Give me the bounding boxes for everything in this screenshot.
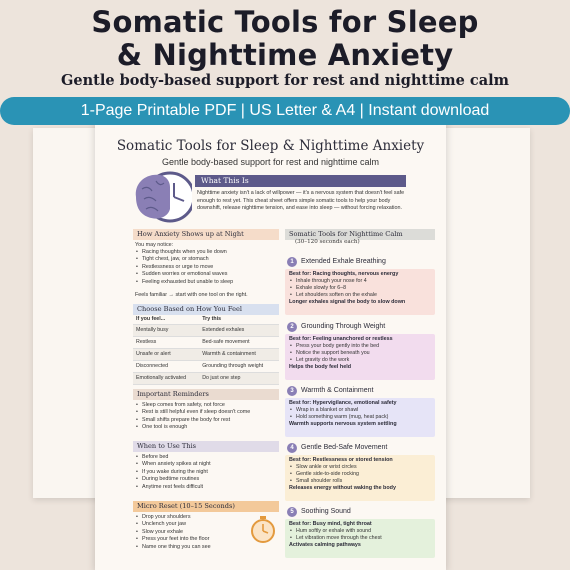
list-item: • Restlessness or urge to move xyxy=(135,264,281,271)
what-this-is-text: Nighttime anxiety isn't a lack of willpower — it's a nervous system that doesn't feel safe enough to rest yet. This cheat sheet offers simple somatic tools to help your body downshift, release nighttime tension, and ease into sleep — without forcing relaxation. xyxy=(197,190,405,212)
try-cell: Grounding through weight xyxy=(199,360,279,372)
list-item: • Notice the support beneath you xyxy=(289,350,431,357)
list-item: • Hum softly or exhale with sound xyxy=(289,528,431,535)
hero-title xyxy=(0,6,570,72)
list-item: • Name one thing you can see xyxy=(135,544,245,551)
table-row xyxy=(133,348,279,360)
tool-steps xyxy=(289,407,431,421)
tool-footnote: Warmth supports nervous system settling xyxy=(289,421,397,428)
col-header-feel: If you feel... xyxy=(133,315,199,324)
tool-steps xyxy=(289,343,431,364)
tool-footnote: Activates calming pathways xyxy=(289,542,361,549)
list-item: • Unclench your jaw xyxy=(135,521,245,528)
list-item: • Anytime rest feels difficult xyxy=(135,484,281,491)
tool-steps xyxy=(289,528,431,542)
hero-subtitle: Gentle body-based support for rest and nighttime calm xyxy=(61,72,509,89)
doc-title: Somatic Tools for Sleep & Nighttime Anxiety xyxy=(116,138,425,154)
brain-clock-illustration xyxy=(130,169,192,225)
choose-heading: Choose Based on How You Feel xyxy=(133,304,279,315)
table-header-row xyxy=(133,315,279,324)
doc-subtitle: Gentle body-based support for rest and nighttime calm xyxy=(161,157,380,167)
list-item: • Feeling exhausted but unable to sleep xyxy=(135,279,281,286)
feel-cell: Restless xyxy=(133,336,199,348)
tool-best-for: Best for: Racing thoughts, nervous energy xyxy=(289,271,399,277)
tool-footnote: Longer exhales signal the body to slow down xyxy=(289,299,406,306)
list-item: • Racing thoughts when you lie down xyxy=(135,249,281,256)
printable-sheet xyxy=(95,118,446,570)
try-cell: Bed-safe movement xyxy=(199,336,279,348)
list-item: • Sudden worries or emotional waves xyxy=(135,271,281,278)
list-item: • Tight chest, jaw, or stomach xyxy=(135,256,281,263)
list-item: • Let vibration move through the chest xyxy=(289,535,431,542)
tool-card xyxy=(285,519,435,558)
list-item: • Before bed xyxy=(135,454,281,461)
tool-footnote: Helps the body feel held xyxy=(289,364,352,371)
tool-card xyxy=(285,269,435,315)
list-item: • Slow your exhale xyxy=(135,529,245,536)
tool-card xyxy=(285,398,435,437)
try-cell: Do just one step xyxy=(199,372,279,384)
shows-up-intro: You may notice: xyxy=(135,242,174,248)
tool-footnote: Releases energy without waking the body xyxy=(289,485,396,492)
tool-title: Warmth & Containment xyxy=(301,387,374,394)
shows-up-outro: Feels familiar → start with one tool on the right. xyxy=(135,292,248,298)
tools-heading: Somatic Tools for Nighttime Calm xyxy=(285,229,435,240)
hero-title-line2: & Nighttime Anxiety xyxy=(116,38,454,72)
tool-number-badge: 2 xyxy=(287,322,297,332)
tool-title: Soothing Sound xyxy=(301,508,351,515)
list-item: • During bedtime routines xyxy=(135,476,281,483)
reminders-list xyxy=(135,402,281,432)
list-item: • When anxiety spikes at night xyxy=(135,461,281,468)
list-item: • Sleep comes from safety, not force xyxy=(135,402,281,409)
feel-table xyxy=(133,315,279,385)
feel-cell: Unsafe or alert xyxy=(133,348,199,360)
tool-steps xyxy=(289,464,431,485)
tool-number-badge: 3 xyxy=(287,386,297,396)
feel-cell: Mentally busy xyxy=(133,324,199,336)
list-item: • Small shoulder rolls xyxy=(289,478,431,485)
feel-cell: Emotionally activated xyxy=(133,372,199,384)
micro-reset-list xyxy=(135,514,245,551)
format-banner: 1-Page Printable PDF | US Letter & A4 | Instant download xyxy=(0,97,570,125)
when-heading: When to Use This xyxy=(133,441,279,452)
list-item: • Exhale slowly for 6–8 xyxy=(289,285,431,292)
tool-title: Grounding Through Weight xyxy=(301,323,386,330)
what-this-is-heading: What This Is xyxy=(195,175,406,187)
hero-title-line1: Somatic Tools for Sleep xyxy=(91,5,479,39)
list-item: • Drop your shoulders xyxy=(135,514,245,521)
tool-best-for: Best for: Feeling unanchored or restless xyxy=(289,336,393,342)
shows-up-list xyxy=(135,249,281,286)
tool-number-badge: 4 xyxy=(287,443,297,453)
tools-subheading: (30–120 seconds each) xyxy=(295,239,360,245)
list-item: • Press your feet into the floor xyxy=(135,536,245,543)
tool-title: Gentle Bed-Safe Movement xyxy=(301,444,388,451)
table-row xyxy=(133,372,279,384)
list-item: • Let shoulders soften on the exhale xyxy=(289,292,431,299)
list-item: • Let gravity do the work xyxy=(289,357,431,364)
list-item: • Gentle side-to-side rocking xyxy=(289,471,431,478)
tool-best-for: Best for: Hypervigilance, emotional safety xyxy=(289,400,397,406)
tool-best-for: Best for: Restlessness or stored tension xyxy=(289,457,393,463)
tool-number-badge: 5 xyxy=(287,507,297,517)
col-header-try: Try this xyxy=(199,315,279,324)
stopwatch-icon xyxy=(249,514,277,544)
list-item: • Slow ankle or wrist circles xyxy=(289,464,431,471)
tool-best-for: Best for: Busy mind, tight throat xyxy=(289,521,372,527)
tool-number-badge: 1 xyxy=(287,257,297,267)
list-item: • Wrap in a blanket or shawl xyxy=(289,407,431,414)
table-row xyxy=(133,360,279,372)
feel-cell: Disconnected xyxy=(133,360,199,372)
table-row xyxy=(133,336,279,348)
tool-title: Extended Exhale Breathing xyxy=(301,258,386,265)
micro-reset-heading: Micro Reset (10–15 Seconds) xyxy=(133,501,279,512)
list-item: • Hold something warm (mug, heat pack) xyxy=(289,414,431,421)
try-cell: Extended exhales xyxy=(199,324,279,336)
reminders-heading: Important Reminders xyxy=(133,389,279,400)
list-item: • One tool is enough xyxy=(135,424,281,431)
list-item: • Press your body gently into the bed xyxy=(289,343,431,350)
when-list xyxy=(135,454,281,491)
list-item: • Small shifts prepare the body for rest xyxy=(135,417,281,424)
tool-steps xyxy=(289,278,431,299)
list-item: • If you wake during the night xyxy=(135,469,281,476)
table-row xyxy=(133,324,279,336)
list-item: • Rest is still helpful even if sleep doesn't come xyxy=(135,409,281,416)
shows-up-heading: How Anxiety Shows up at Night xyxy=(133,229,279,240)
tool-card xyxy=(285,455,435,501)
list-item: • Inhale through your nose for 4 xyxy=(289,278,431,285)
try-cell: Warmth & containment xyxy=(199,348,279,360)
tool-card xyxy=(285,334,435,380)
